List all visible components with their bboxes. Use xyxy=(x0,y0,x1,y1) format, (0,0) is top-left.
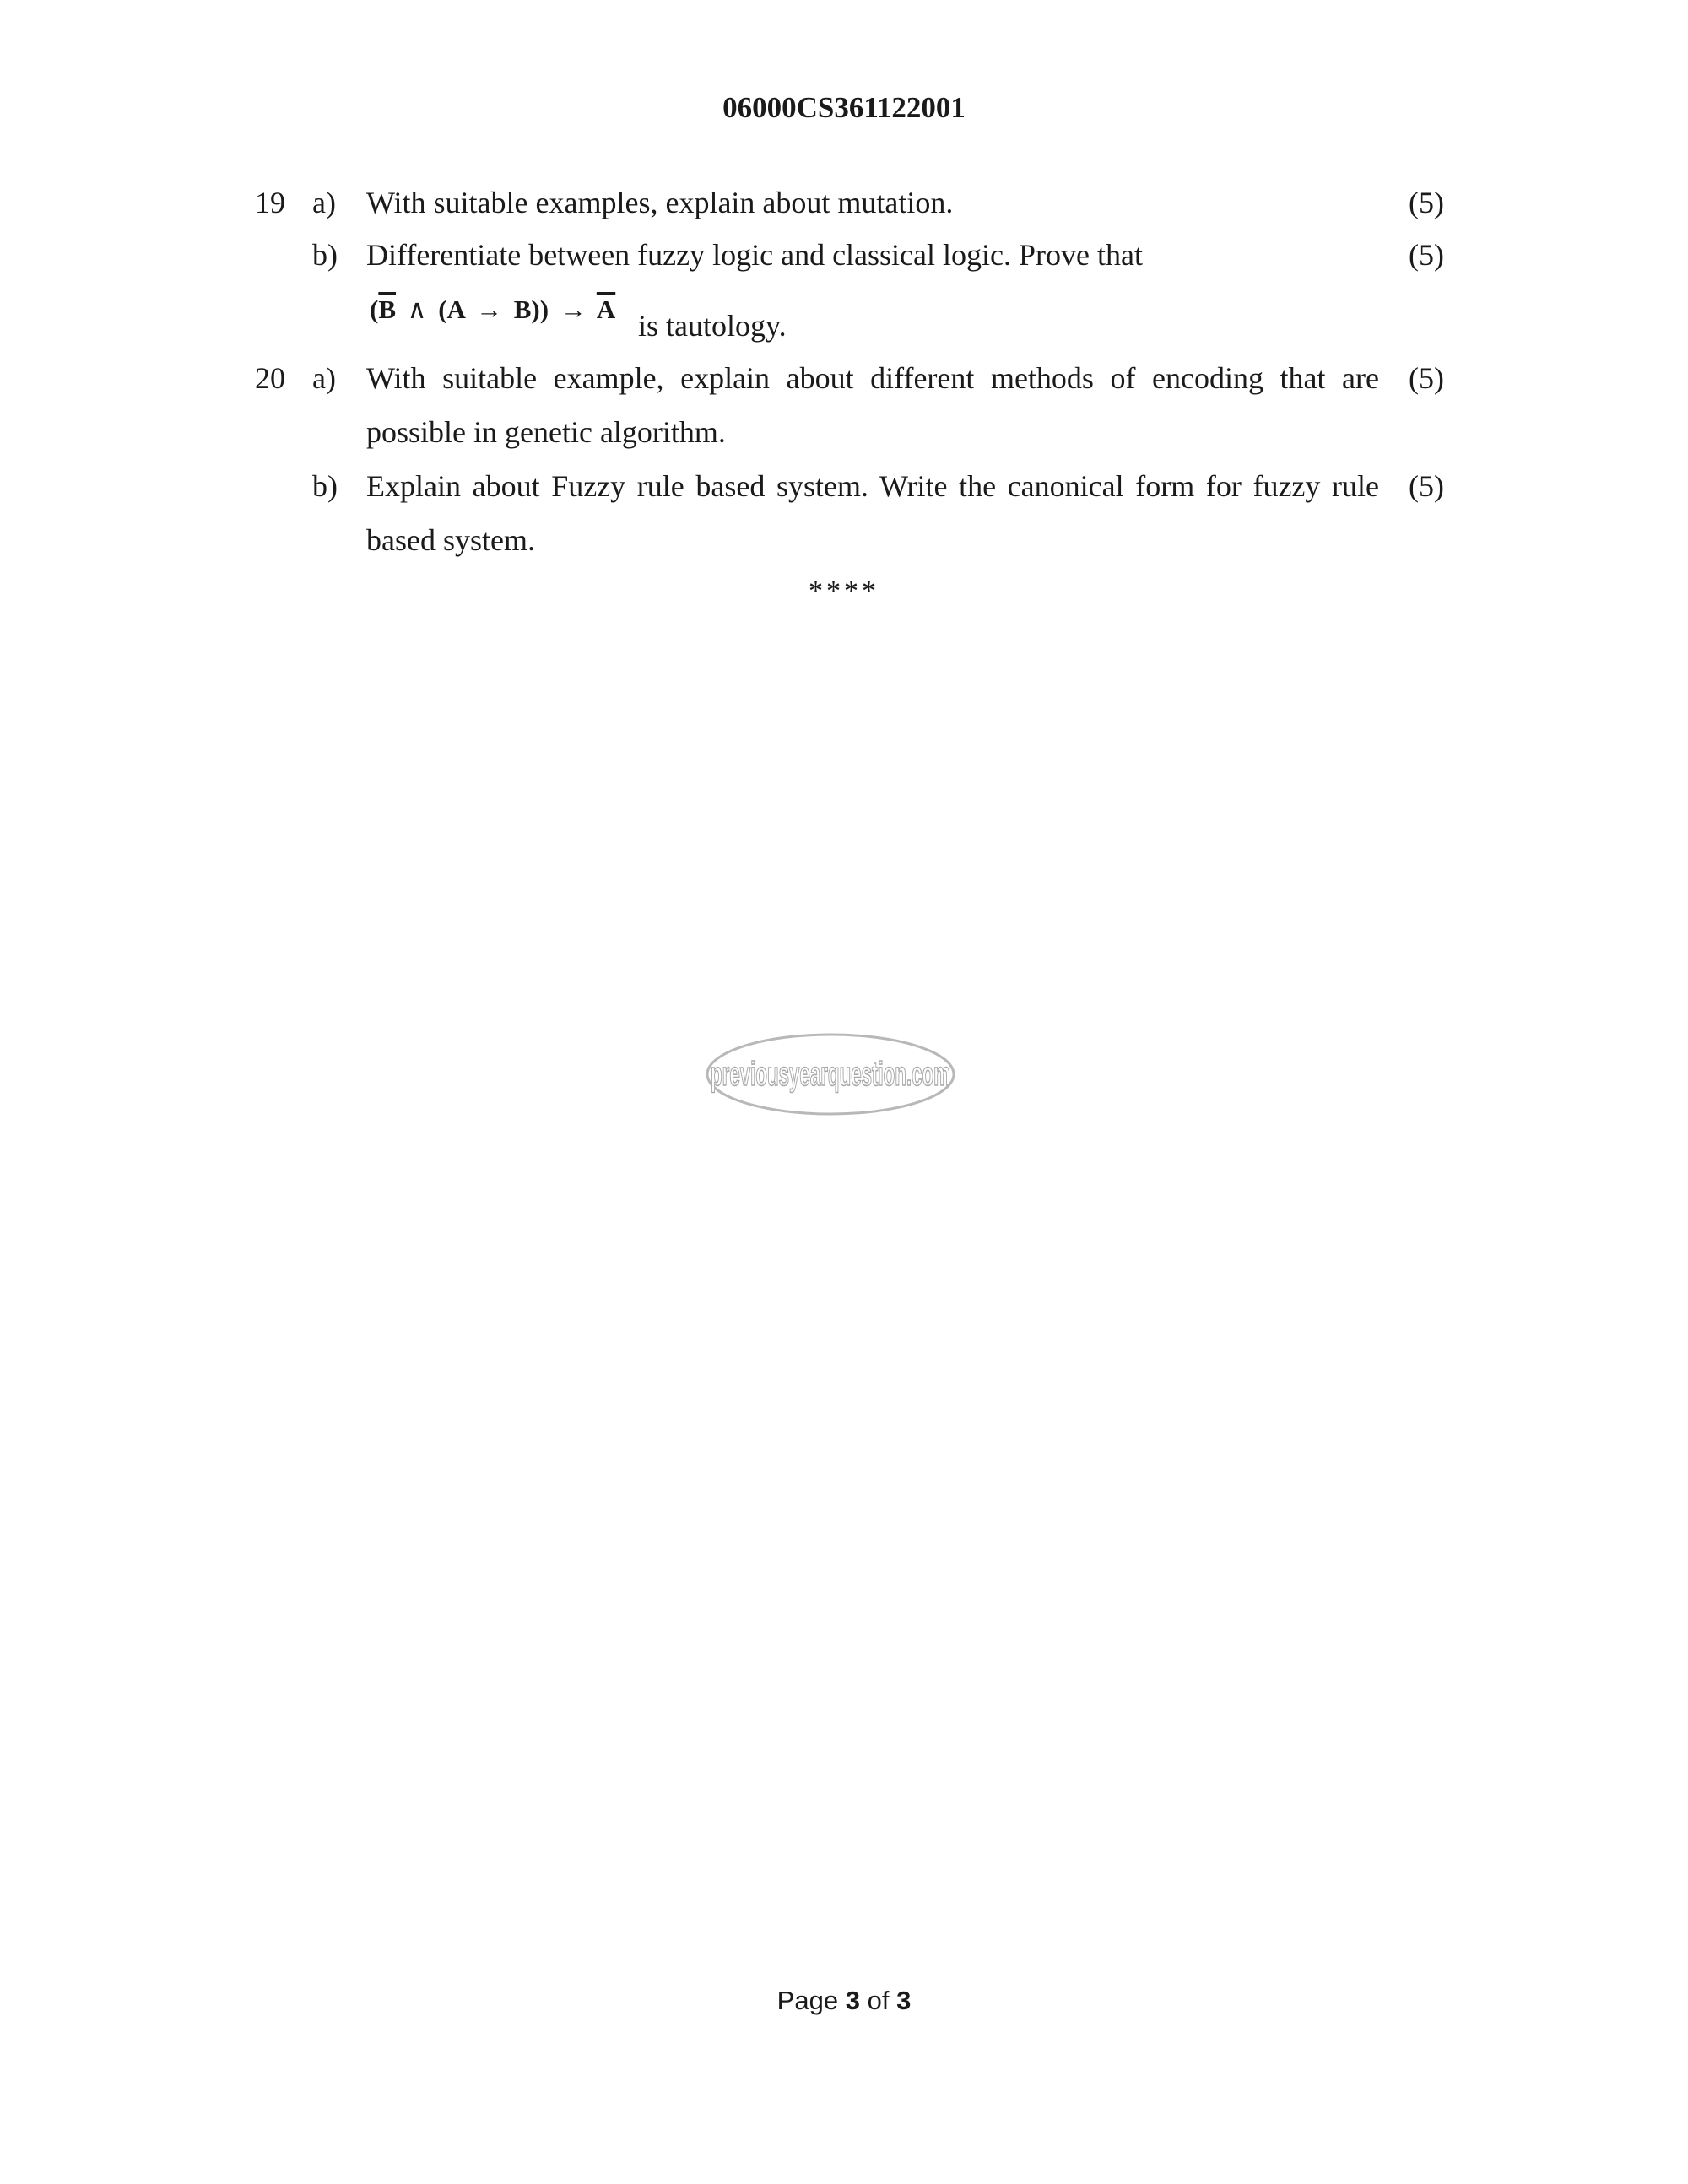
question-number: 20 xyxy=(255,361,285,395)
question-part-label: a) xyxy=(312,186,336,219)
footer-current-page: 3 xyxy=(845,1986,860,2015)
watermark-logo xyxy=(704,1031,957,1117)
page-footer xyxy=(0,1986,1688,2016)
formula-and-symbol: ∧ xyxy=(407,295,427,324)
formula-b: B)) xyxy=(513,295,549,324)
formula-open-paren: ( xyxy=(370,295,379,324)
svg-text:previousyearquestion.com: previousyearquestion.com xyxy=(711,1056,950,1093)
formula-arrow: → xyxy=(475,295,502,324)
question-text: based system. xyxy=(366,523,535,557)
footer-page-word: Page xyxy=(776,1986,839,2015)
paper-code: 06000CS361122001 xyxy=(722,91,966,124)
question-text: With suitable examples, explain about mutation. xyxy=(366,186,954,219)
question-marks: (5) xyxy=(1409,186,1444,219)
question-part-label: a) xyxy=(312,361,336,395)
question-text: Differentiate between fuzzy logic and classical logic. Prove that xyxy=(366,238,1143,272)
footer-of-word: of xyxy=(867,1986,890,2015)
question-marks: (5) xyxy=(1409,469,1444,503)
question-part-label: b) xyxy=(312,469,338,503)
question-marks: (5) xyxy=(1409,361,1444,395)
question-text: possible in genetic algorithm. xyxy=(366,415,726,449)
end-marker: **** xyxy=(809,576,879,607)
question-text: With suitable example, explain about different methods of encoding that are xyxy=(366,361,1379,395)
formula-a-negated: $\overline{A}$ xyxy=(596,295,616,324)
question-text: Explain about Fuzzy rule based system. Write the canonical form for fuzzy rule xyxy=(366,469,1379,503)
formula-a: (A xyxy=(438,295,465,324)
question-number: 19 xyxy=(255,186,285,219)
formula-b-negated: $\overline{B}$ xyxy=(378,295,397,324)
tautology-formula xyxy=(370,293,615,327)
footer-total-pages: 3 xyxy=(896,1986,912,2015)
formula-arrow: → xyxy=(560,295,587,324)
question-text: is tautology. xyxy=(638,309,787,343)
question-part-label: b) xyxy=(312,238,338,272)
question-marks: (5) xyxy=(1409,238,1444,272)
